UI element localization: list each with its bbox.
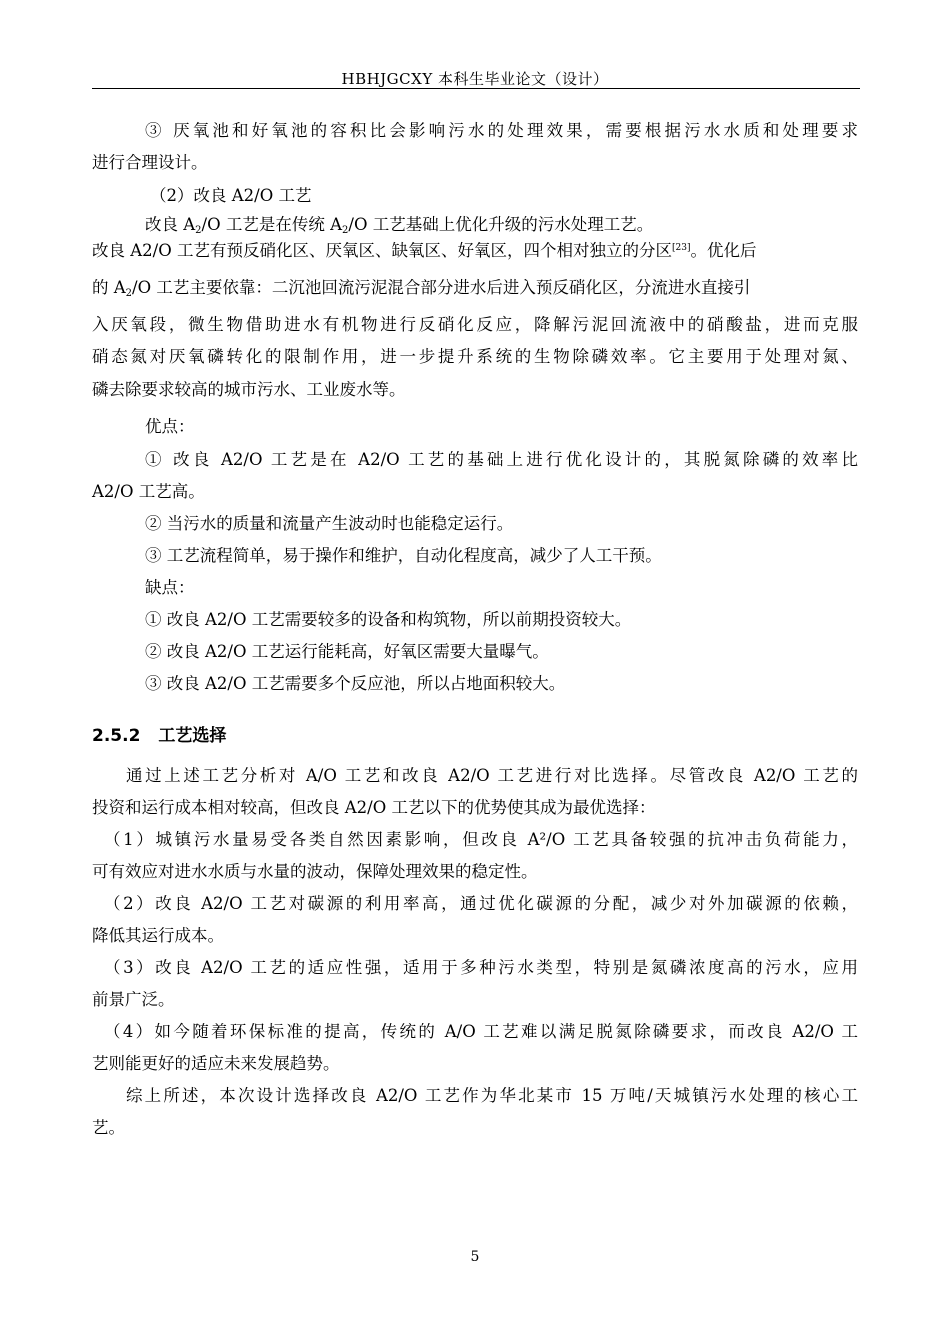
para2-line6: 磷去除要求较高的城市污水、工业废水等。 [92, 380, 406, 399]
section-title: 工艺选择 [158, 726, 227, 746]
selection-p2-line1: （2）改良 A2/O 工艺对碳源的利用率高，通过优化碳源的分配，减少对外加碳源的依赖， [104, 894, 858, 913]
selection-p3-line1: （3）改良 A2/O 工艺的适应性强，适用于多种污水类型，特别是氮磷浓度高的污水，应用 [104, 958, 858, 977]
advantage-1-line1: ① 改良 A2/O 工艺是在 A2/O 工艺的基础上进行优化设计的，其脱氮除磷的效率比 [145, 450, 858, 469]
para2-l1-c: /O 工艺基础上优化升级的污水处理工艺。 [348, 215, 654, 234]
para2-line2 [92, 241, 756, 261]
para2-l3-b: /O 工艺主要依靠：二沉池回流污泥混合部分进水后进入预反硝化区，分流进水直接引 [132, 278, 751, 297]
subheading: （2）改良 A2/O 工艺 [150, 186, 312, 205]
disadvantage-1: ① 改良 A2/O 工艺需要较多的设备和构筑物，所以前期投资较大。 [145, 610, 632, 629]
header-rule [92, 88, 860, 89]
para2-l3-a: 的 A [92, 278, 126, 297]
selection-p1-line2: 可有效应对进水水质与水量的波动，保障处理效果的稳定性。 [92, 862, 538, 881]
para2-l1-a: 改良 A [145, 215, 196, 234]
para2-line1 [145, 215, 653, 235]
para2-line3 [92, 278, 750, 298]
selection-intro-line1: 通过上述工艺分析对 A/O 工艺和改良 A2/O 工艺进行对比选择。尽管改良 A2/O 工艺的 [126, 766, 858, 785]
disadvantages-label: 缺点： [145, 578, 195, 597]
advantage-3: ③ 工艺流程简单，易于操作和维护，自动化程度高，减少了人工干预。 [145, 546, 662, 565]
para2-l2-a: 改良 A2/O 工艺有预反硝化区、厌氧区、缺氧区、好氧区，四个相对独立的分区 [92, 241, 672, 260]
citation-ref: [23] [672, 243, 691, 253]
para2-line5: 硝态氮对厌氧磷转化的限制作用，进一步提升系统的生物除磷效率。它主要用于处理对氮、 [92, 347, 858, 366]
selection-p2-line2: 降低其运行成本。 [92, 926, 224, 945]
para2-line4: 入厌氧段，微生物借助进水有机物进行反硝化反应，降解污泥回流液中的硝酸盐，进而克服 [92, 315, 858, 334]
section-heading [92, 721, 226, 746]
para1-line1: ③ 厌氧池和好氧池的容积比会影响污水的处理效果，需要根据污水水质和处理要求 [145, 121, 858, 140]
header-title: HBHJGCXY 本科生毕业论文（设计） [341, 70, 609, 88]
disadvantage-2: ② 改良 A2/O 工艺运行能耗高，好氧区需要大量曝气。 [145, 642, 549, 661]
conclusion-line1: 综上所述，本次设计选择改良 A2/O 工艺作为华北某市 15 万吨/天城镇污水处理的核心工 [126, 1086, 858, 1105]
para2-l3-sub: 2 [125, 288, 133, 299]
selection-p4-line1: （4）如今随着环保标准的提高，传统的 A/O 工艺难以满足脱氮除磷要求，而改良 A2/O 工 [104, 1022, 858, 1041]
para2-l1-sub2: 2 [342, 225, 349, 236]
para2-l2-b: 。优化后 [690, 241, 757, 260]
advantage-1-line2: A2/O 工艺高。 [92, 482, 205, 501]
selection-p3-line2: 前景广泛。 [92, 990, 175, 1009]
selection-intro-line2: 投资和运行成本相对较高，但改良 A2/O 工艺以下的优势使其成为最优选择： [92, 798, 656, 817]
page-number: 5 [470, 1249, 480, 1265]
advantage-2: ② 当污水的质量和流量产生波动时也能稳定运行。 [145, 514, 514, 533]
advantages-label: 优点： [145, 417, 195, 436]
disadvantage-3: ③ 改良 A2/O 工艺需要多个反应池，所以占地面积较大。 [145, 674, 566, 693]
para2-l1-b: /O 工艺是在传统 A [201, 215, 343, 234]
para1-line2: 进行合理设计。 [92, 153, 208, 172]
conclusion-line2: 艺。 [92, 1118, 125, 1137]
selection-p4-line2: 艺则能更好的适应未来发展趋势。 [92, 1054, 340, 1073]
para2-l1-sub1: 2 [195, 225, 202, 236]
section-number: 2.5.2 [92, 726, 141, 746]
selection-p1-line1: （1）城镇污水量易受各类自然因素影响，但改良 A²/O 工艺具备较强的抗冲击负荷能力， [104, 830, 858, 849]
